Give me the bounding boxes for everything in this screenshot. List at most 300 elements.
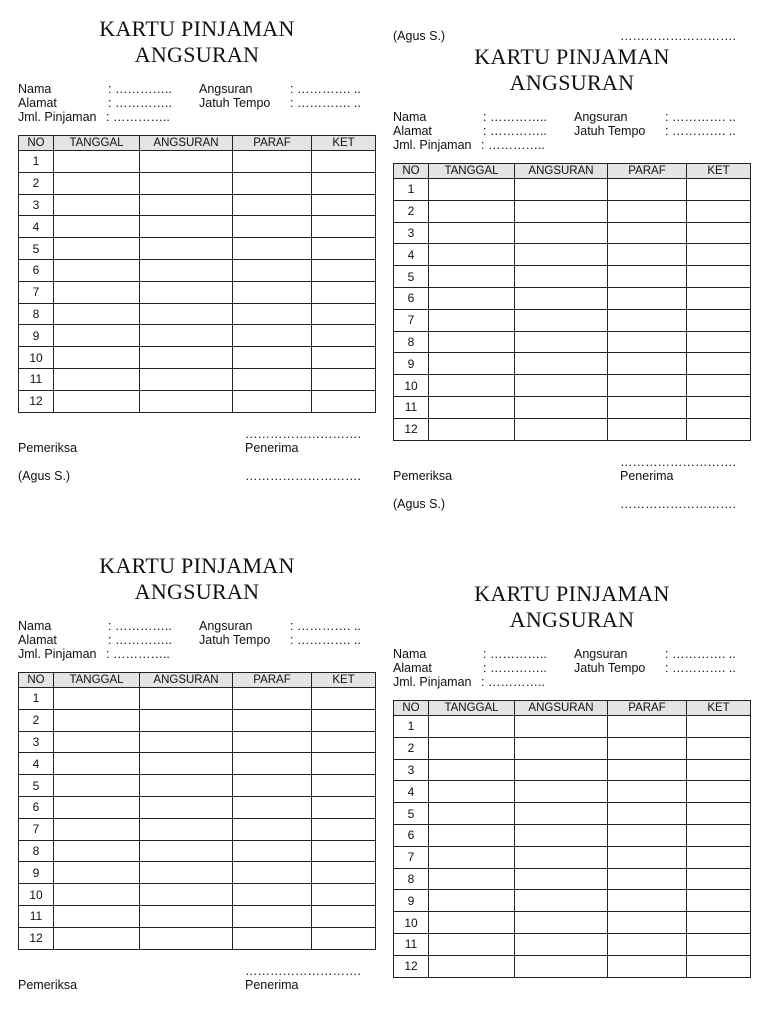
jatuh-tempo-label: Jatuh Tempo bbox=[199, 96, 271, 110]
paraf-cell[interactable] bbox=[233, 840, 312, 862]
angsuran-cell[interactable] bbox=[140, 905, 233, 927]
angsuran-cell[interactable] bbox=[515, 331, 608, 353]
tanggal-cell[interactable] bbox=[429, 200, 515, 222]
tanggal-cell[interactable] bbox=[54, 688, 140, 710]
angsuran-cell[interactable] bbox=[515, 396, 608, 418]
paraf-cell[interactable] bbox=[233, 347, 312, 369]
col-ket: KET bbox=[312, 136, 376, 151]
paraf-cell[interactable] bbox=[233, 172, 312, 194]
ket-cell[interactable] bbox=[312, 862, 376, 884]
table-header-row bbox=[19, 673, 376, 688]
tanggal-cell[interactable] bbox=[54, 303, 140, 325]
tanggal-cell[interactable] bbox=[429, 781, 515, 803]
paraf-cell[interactable] bbox=[608, 716, 687, 738]
tanggal-cell[interactable] bbox=[54, 731, 140, 753]
tanggal-cell[interactable] bbox=[54, 884, 140, 906]
row-number: 10 bbox=[394, 375, 429, 397]
angsuran-cell[interactable] bbox=[140, 259, 233, 281]
paraf-cell[interactable] bbox=[608, 222, 687, 244]
tanggal-cell[interactable] bbox=[54, 818, 140, 840]
paraf-cell[interactable] bbox=[608, 309, 687, 331]
row-number: 2 bbox=[19, 709, 54, 731]
paraf-cell[interactable] bbox=[233, 775, 312, 797]
tanggal-cell[interactable] bbox=[54, 151, 140, 173]
paraf-cell[interactable] bbox=[233, 238, 312, 260]
ket-cell[interactable] bbox=[687, 759, 751, 781]
alamat-label: Alamat bbox=[393, 124, 432, 138]
angsuran-cell[interactable] bbox=[140, 151, 233, 173]
angsuran-cell[interactable] bbox=[140, 238, 233, 260]
ket-cell[interactable] bbox=[687, 890, 751, 912]
paraf-cell[interactable] bbox=[608, 287, 687, 309]
ket-cell[interactable] bbox=[312, 818, 376, 840]
table-row bbox=[19, 731, 376, 753]
table-row bbox=[19, 281, 376, 303]
row-number: 7 bbox=[394, 846, 429, 868]
paraf-cell[interactable] bbox=[233, 709, 312, 731]
table-row bbox=[394, 287, 751, 309]
paraf-cell[interactable] bbox=[233, 688, 312, 710]
ket-cell[interactable] bbox=[312, 390, 376, 412]
tanggal-cell[interactable] bbox=[429, 759, 515, 781]
row-number: 4 bbox=[19, 753, 54, 775]
tanggal-cell[interactable] bbox=[429, 933, 515, 955]
table-row bbox=[394, 716, 751, 738]
angsuran-cell[interactable] bbox=[140, 884, 233, 906]
ket-cell[interactable] bbox=[312, 753, 376, 775]
row-number: 12 bbox=[19, 927, 54, 949]
tanggal-cell[interactable] bbox=[429, 179, 515, 201]
angsuran-cell[interactable] bbox=[140, 390, 233, 412]
tanggal-cell[interactable] bbox=[54, 347, 140, 369]
table-row bbox=[19, 325, 376, 347]
row-number: 9 bbox=[19, 325, 54, 347]
tanggal-cell[interactable] bbox=[54, 172, 140, 194]
tanggal-cell[interactable] bbox=[429, 375, 515, 397]
tanggal-cell[interactable] bbox=[54, 325, 140, 347]
paraf-cell[interactable] bbox=[608, 737, 687, 759]
nama-value: : ………….. bbox=[483, 647, 547, 661]
ket-cell[interactable] bbox=[312, 194, 376, 216]
paraf-cell[interactable] bbox=[233, 731, 312, 753]
row-number: 10 bbox=[394, 912, 429, 934]
angsuran-cell[interactable] bbox=[140, 753, 233, 775]
tanggal-cell[interactable] bbox=[54, 194, 140, 216]
card-title bbox=[18, 16, 376, 68]
paraf-cell[interactable] bbox=[608, 375, 687, 397]
row-number: 11 bbox=[394, 396, 429, 418]
row-number: 1 bbox=[394, 179, 429, 201]
paraf-cell[interactable] bbox=[233, 325, 312, 347]
table-row bbox=[19, 347, 376, 369]
col-paraf: PARAF bbox=[233, 673, 312, 688]
paraf-cell[interactable] bbox=[608, 868, 687, 890]
row-number: 3 bbox=[19, 731, 54, 753]
paraf-cell[interactable] bbox=[233, 818, 312, 840]
tanggal-cell[interactable] bbox=[429, 353, 515, 375]
ket-cell[interactable] bbox=[687, 331, 751, 353]
row-number: 11 bbox=[19, 368, 54, 390]
tanggal-cell[interactable] bbox=[429, 737, 515, 759]
table-row bbox=[19, 216, 376, 238]
ket-cell[interactable] bbox=[312, 709, 376, 731]
paraf-cell[interactable] bbox=[233, 796, 312, 818]
paraf-cell[interactable] bbox=[608, 824, 687, 846]
jml-pinjaman-label: Jml. Pinjaman bbox=[393, 675, 472, 689]
angsuran-cell[interactable] bbox=[140, 303, 233, 325]
ket-cell[interactable] bbox=[687, 287, 751, 309]
paraf-cell[interactable] bbox=[608, 803, 687, 825]
angsuran-cell[interactable] bbox=[140, 775, 233, 797]
table-row bbox=[394, 781, 751, 803]
row-number: 2 bbox=[394, 200, 429, 222]
card-title bbox=[393, 581, 751, 633]
paraf-cell[interactable] bbox=[233, 905, 312, 927]
tanggal-cell[interactable] bbox=[429, 912, 515, 934]
table-row bbox=[394, 331, 751, 353]
paraf-cell[interactable] bbox=[233, 927, 312, 949]
loan-card-4 bbox=[393, 581, 751, 978]
row-number: 11 bbox=[19, 905, 54, 927]
col-ket: KET bbox=[312, 673, 376, 688]
tanggal-cell[interactable] bbox=[54, 753, 140, 775]
ket-cell[interactable] bbox=[312, 347, 376, 369]
angsuran-label: Angsuran bbox=[199, 82, 253, 96]
title-line-2: ANGSURAN bbox=[509, 607, 635, 632]
tanggal-cell[interactable] bbox=[54, 259, 140, 281]
jatuh-tempo-value: : …………. .. bbox=[290, 633, 361, 647]
ket-cell[interactable] bbox=[687, 912, 751, 934]
ket-cell[interactable] bbox=[312, 731, 376, 753]
tanggal-cell[interactable] bbox=[429, 287, 515, 309]
paraf-cell[interactable] bbox=[608, 200, 687, 222]
tanggal-cell[interactable] bbox=[54, 796, 140, 818]
tanggal-cell[interactable] bbox=[429, 266, 515, 288]
tanggal-cell[interactable] bbox=[54, 216, 140, 238]
ket-cell[interactable] bbox=[312, 172, 376, 194]
ket-cell[interactable] bbox=[312, 840, 376, 862]
angsuran-cell[interactable] bbox=[515, 868, 608, 890]
ket-cell[interactable] bbox=[312, 368, 376, 390]
tanggal-cell[interactable] bbox=[54, 281, 140, 303]
jatuh-tempo-value: : …………. .. bbox=[290, 96, 361, 110]
tanggal-cell[interactable] bbox=[54, 775, 140, 797]
angsuran-cell[interactable] bbox=[515, 803, 608, 825]
col-paraf: PARAF bbox=[608, 701, 687, 716]
table-row bbox=[394, 375, 751, 397]
ket-cell[interactable] bbox=[687, 933, 751, 955]
angsuran-cell[interactable] bbox=[140, 216, 233, 238]
jml-pinjaman-value: : ………….. bbox=[481, 138, 545, 152]
ket-cell[interactable] bbox=[312, 796, 376, 818]
card-footer bbox=[393, 441, 751, 511]
tanggal-cell[interactable] bbox=[429, 396, 515, 418]
angsuran-cell[interactable] bbox=[140, 172, 233, 194]
title-line-1: KARTU PINJAMAN bbox=[474, 581, 670, 606]
ket-cell[interactable] bbox=[687, 375, 751, 397]
nama-value: : ………….. bbox=[108, 82, 172, 96]
ket-cell[interactable] bbox=[687, 955, 751, 977]
angsuran-cell[interactable] bbox=[515, 716, 608, 738]
paraf-cell[interactable] bbox=[233, 753, 312, 775]
row-number: 4 bbox=[19, 216, 54, 238]
jatuh-tempo-label: Jatuh Tempo bbox=[574, 661, 646, 675]
ket-cell[interactable] bbox=[687, 418, 751, 440]
paraf-cell[interactable] bbox=[608, 890, 687, 912]
table-row bbox=[19, 709, 376, 731]
tanggal-cell[interactable] bbox=[429, 244, 515, 266]
tanggal-cell[interactable] bbox=[429, 418, 515, 440]
angsuran-cell[interactable] bbox=[515, 244, 608, 266]
tanggal-cell[interactable] bbox=[429, 890, 515, 912]
pemeriksa-sign-line: ………………………. bbox=[245, 468, 361, 483]
table-row bbox=[394, 353, 751, 375]
ket-cell[interactable] bbox=[312, 884, 376, 906]
row-number: 11 bbox=[394, 933, 429, 955]
ket-cell[interactable] bbox=[687, 244, 751, 266]
table-row bbox=[19, 840, 376, 862]
angsuran-cell[interactable] bbox=[140, 347, 233, 369]
paraf-cell[interactable] bbox=[233, 259, 312, 281]
angsuran-cell[interactable] bbox=[515, 781, 608, 803]
angsuran-cell[interactable] bbox=[515, 375, 608, 397]
row-number: 5 bbox=[394, 266, 429, 288]
ket-cell[interactable] bbox=[312, 281, 376, 303]
angsuran-cell[interactable] bbox=[140, 731, 233, 753]
paraf-cell[interactable] bbox=[233, 216, 312, 238]
paraf-cell[interactable] bbox=[608, 418, 687, 440]
angsuran-cell[interactable] bbox=[515, 179, 608, 201]
ket-cell[interactable] bbox=[312, 927, 376, 949]
jatuh-tempo-label: Jatuh Tempo bbox=[574, 124, 646, 138]
paraf-cell[interactable] bbox=[608, 244, 687, 266]
paraf-cell[interactable] bbox=[233, 194, 312, 216]
paraf-cell[interactable] bbox=[608, 781, 687, 803]
table-row bbox=[394, 955, 751, 977]
installment-table bbox=[18, 135, 376, 413]
tanggal-cell[interactable] bbox=[429, 716, 515, 738]
angsuran-cell[interactable] bbox=[515, 418, 608, 440]
angsuran-value: : …………. .. bbox=[665, 110, 736, 124]
row-number: 3 bbox=[19, 194, 54, 216]
jml-pinjaman-label: Jml. Pinjaman bbox=[393, 138, 472, 152]
angsuran-cell[interactable] bbox=[515, 200, 608, 222]
ket-cell[interactable] bbox=[312, 303, 376, 325]
ket-cell[interactable] bbox=[687, 396, 751, 418]
angsuran-cell[interactable] bbox=[515, 353, 608, 375]
pemeriksa-label: Pemeriksa bbox=[393, 468, 453, 483]
card-footer bbox=[18, 413, 376, 483]
tanggal-cell[interactable] bbox=[54, 905, 140, 927]
ket-cell[interactable] bbox=[312, 151, 376, 173]
paraf-cell[interactable] bbox=[608, 846, 687, 868]
alamat-value: : ………….. bbox=[483, 661, 547, 675]
angsuran-cell[interactable] bbox=[140, 796, 233, 818]
paraf-cell[interactable] bbox=[233, 151, 312, 173]
col-ket: KET bbox=[687, 164, 751, 179]
table-row bbox=[19, 303, 376, 325]
angsuran-cell[interactable] bbox=[515, 222, 608, 244]
angsuran-cell[interactable] bbox=[515, 912, 608, 934]
installment-table bbox=[393, 163, 751, 441]
paraf-cell[interactable] bbox=[608, 912, 687, 934]
ket-cell[interactable] bbox=[687, 353, 751, 375]
row-number: 3 bbox=[394, 222, 429, 244]
tanggal-cell[interactable] bbox=[54, 709, 140, 731]
angsuran-cell[interactable] bbox=[140, 325, 233, 347]
angsuran-cell[interactable] bbox=[515, 955, 608, 977]
paraf-cell[interactable] bbox=[608, 331, 687, 353]
angsuran-cell[interactable] bbox=[515, 737, 608, 759]
alamat-value: : ………….. bbox=[108, 96, 172, 110]
paraf-cell[interactable] bbox=[608, 266, 687, 288]
col-tanggal: TANGGAL bbox=[54, 136, 140, 151]
row-number: 8 bbox=[19, 840, 54, 862]
paraf-cell[interactable] bbox=[233, 884, 312, 906]
ket-cell[interactable] bbox=[687, 179, 751, 201]
table-body bbox=[19, 151, 376, 413]
angsuran-cell[interactable] bbox=[140, 709, 233, 731]
row-number: 1 bbox=[394, 716, 429, 738]
penerima-label: Penerima bbox=[620, 468, 674, 483]
ket-cell[interactable] bbox=[687, 737, 751, 759]
angsuran-cell[interactable] bbox=[515, 933, 608, 955]
angsuran-cell[interactable] bbox=[515, 759, 608, 781]
paraf-cell[interactable] bbox=[608, 353, 687, 375]
pemeriksa-sign-line: ………………………. bbox=[620, 496, 736, 511]
ket-cell[interactable] bbox=[687, 824, 751, 846]
ket-cell[interactable] bbox=[687, 781, 751, 803]
angsuran-cell[interactable] bbox=[515, 824, 608, 846]
table-row bbox=[394, 309, 751, 331]
card-info bbox=[18, 619, 376, 663]
table-row bbox=[394, 396, 751, 418]
tanggal-cell[interactable] bbox=[54, 390, 140, 412]
penerima-label: Penerima bbox=[245, 440, 299, 455]
angsuran-cell[interactable] bbox=[515, 266, 608, 288]
title-line-2: ANGSURAN bbox=[134, 579, 260, 604]
ket-cell[interactable] bbox=[312, 688, 376, 710]
title-line-2: ANGSURAN bbox=[509, 70, 635, 95]
tanggal-cell[interactable] bbox=[429, 803, 515, 825]
ket-cell[interactable] bbox=[687, 846, 751, 868]
jatuh-tempo-value: : …………. .. bbox=[665, 661, 736, 675]
col-paraf: PARAF bbox=[608, 164, 687, 179]
paraf-cell[interactable] bbox=[233, 303, 312, 325]
tanggal-cell[interactable] bbox=[54, 238, 140, 260]
row-number: 2 bbox=[394, 737, 429, 759]
tanggal-cell[interactable] bbox=[429, 868, 515, 890]
tanggal-cell[interactable] bbox=[429, 955, 515, 977]
col-angsuran: ANGSURAN bbox=[515, 164, 608, 179]
ket-cell[interactable] bbox=[312, 238, 376, 260]
angsuran-cell[interactable] bbox=[515, 309, 608, 331]
row-number: 12 bbox=[394, 955, 429, 977]
paraf-cell[interactable] bbox=[608, 955, 687, 977]
tanggal-cell[interactable] bbox=[429, 331, 515, 353]
col-no: NO bbox=[19, 673, 54, 688]
jml-pinjaman-value: : ………….. bbox=[106, 647, 170, 661]
ket-cell[interactable] bbox=[687, 309, 751, 331]
paraf-cell[interactable] bbox=[608, 396, 687, 418]
table-row bbox=[19, 688, 376, 710]
table-row bbox=[19, 927, 376, 949]
ket-cell[interactable] bbox=[312, 775, 376, 797]
ket-cell[interactable] bbox=[312, 259, 376, 281]
alamat-label: Alamat bbox=[18, 633, 57, 647]
angsuran-cell[interactable] bbox=[140, 688, 233, 710]
table-header-row bbox=[394, 164, 751, 179]
table-row bbox=[19, 151, 376, 173]
card-footer bbox=[18, 950, 376, 1020]
ket-cell[interactable] bbox=[687, 803, 751, 825]
tanggal-cell[interactable] bbox=[429, 824, 515, 846]
tanggal-cell[interactable] bbox=[429, 846, 515, 868]
ket-cell[interactable] bbox=[312, 216, 376, 238]
paraf-cell[interactable] bbox=[608, 933, 687, 955]
ket-cell[interactable] bbox=[687, 716, 751, 738]
ket-cell[interactable] bbox=[687, 200, 751, 222]
angsuran-cell[interactable] bbox=[140, 368, 233, 390]
angsuran-label: Angsuran bbox=[574, 647, 628, 661]
paraf-cell[interactable] bbox=[233, 281, 312, 303]
jml-pinjaman-label: Jml. Pinjaman bbox=[18, 110, 97, 124]
table-row bbox=[19, 796, 376, 818]
penerima-sign-line: ………………………. bbox=[245, 963, 361, 978]
angsuran-cell[interactable] bbox=[140, 281, 233, 303]
ket-cell[interactable] bbox=[687, 222, 751, 244]
paraf-cell[interactable] bbox=[233, 862, 312, 884]
penerima-sign-line: ………………………. bbox=[245, 426, 361, 441]
ket-cell[interactable] bbox=[687, 266, 751, 288]
paraf-cell[interactable] bbox=[233, 390, 312, 412]
table-row bbox=[394, 933, 751, 955]
angsuran-cell[interactable] bbox=[140, 862, 233, 884]
angsuran-cell[interactable] bbox=[140, 818, 233, 840]
angsuran-cell[interactable] bbox=[515, 846, 608, 868]
ket-cell[interactable] bbox=[312, 325, 376, 347]
paraf-cell[interactable] bbox=[233, 368, 312, 390]
paraf-cell[interactable] bbox=[608, 759, 687, 781]
jatuh-tempo-value: : …………. .. bbox=[665, 124, 736, 138]
ket-cell[interactable] bbox=[687, 868, 751, 890]
nama-label: Nama bbox=[393, 110, 427, 124]
row-number: 7 bbox=[19, 281, 54, 303]
row-number: 1 bbox=[19, 688, 54, 710]
angsuran-cell[interactable] bbox=[140, 927, 233, 949]
tanggal-cell[interactable] bbox=[429, 222, 515, 244]
angsuran-cell[interactable] bbox=[515, 890, 608, 912]
table-row bbox=[394, 737, 751, 759]
tanggal-cell[interactable] bbox=[54, 927, 140, 949]
row-number: 3 bbox=[394, 759, 429, 781]
angsuran-cell[interactable] bbox=[140, 840, 233, 862]
agus-name-top: (Agus S.) bbox=[393, 29, 446, 43]
row-number: 9 bbox=[394, 353, 429, 375]
angsuran-value: : …………. .. bbox=[665, 647, 736, 661]
ket-cell[interactable] bbox=[312, 905, 376, 927]
table-row bbox=[19, 905, 376, 927]
table-row bbox=[394, 244, 751, 266]
tanggal-cell[interactable] bbox=[54, 840, 140, 862]
tanggal-cell[interactable] bbox=[54, 368, 140, 390]
angsuran-cell[interactable] bbox=[140, 194, 233, 216]
tanggal-cell[interactable] bbox=[429, 309, 515, 331]
tanggal-cell[interactable] bbox=[54, 862, 140, 884]
angsuran-cell[interactable] bbox=[515, 287, 608, 309]
row-number: 8 bbox=[394, 868, 429, 890]
paraf-cell[interactable] bbox=[608, 179, 687, 201]
